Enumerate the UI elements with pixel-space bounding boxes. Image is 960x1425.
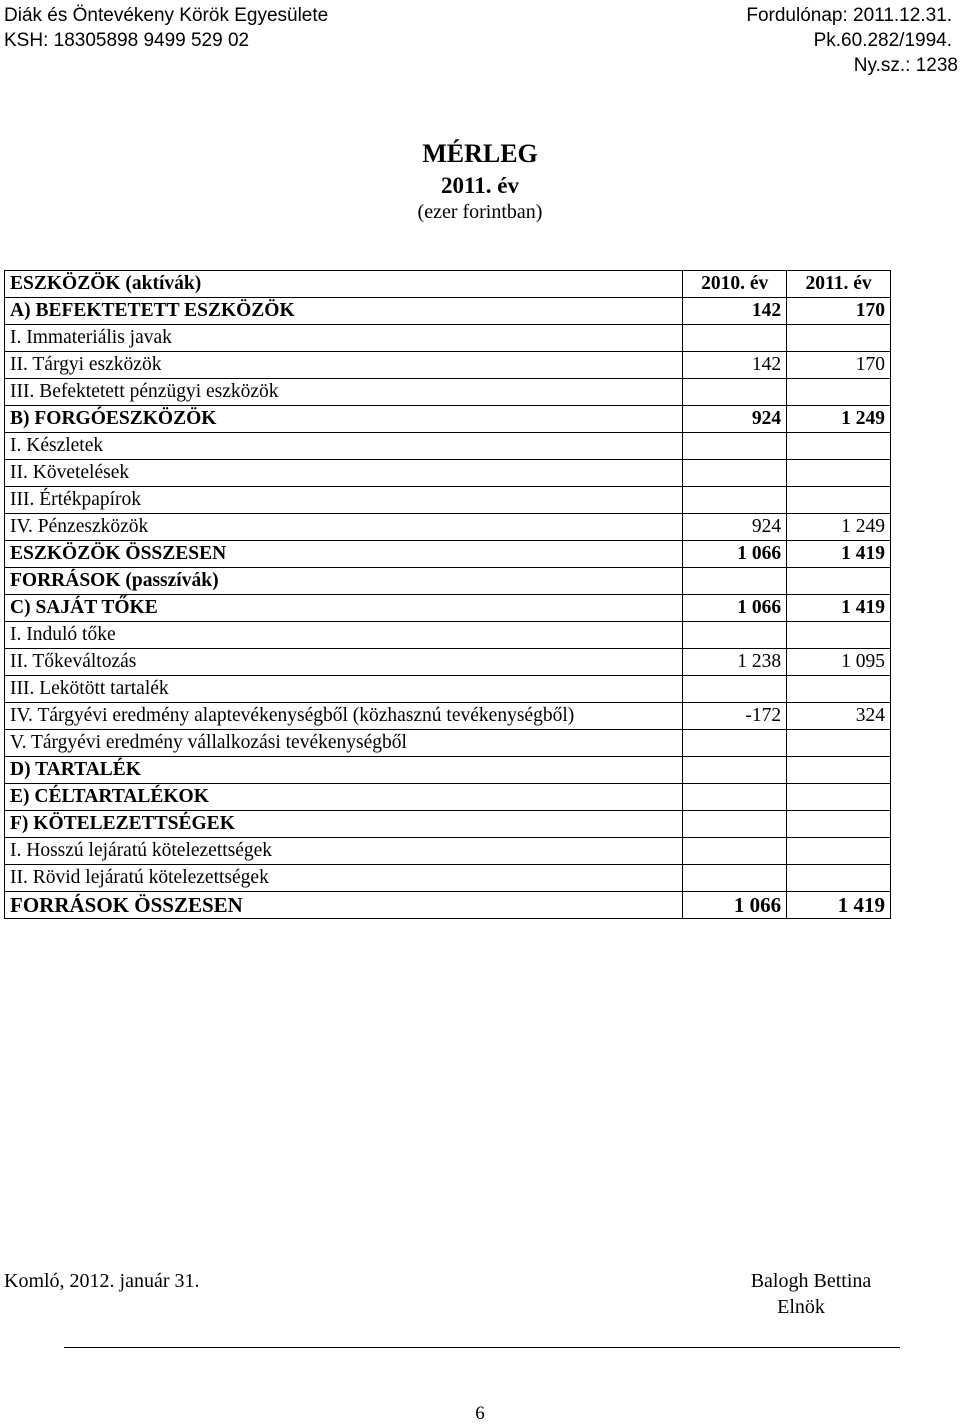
table-row [5,703,891,730]
row-label: IV. Pénzeszközök [5,514,683,541]
value-2010: -172 [683,703,787,730]
value-2010 [683,757,787,784]
value-2010 [683,460,787,487]
table-row [5,406,891,433]
balance-table [4,270,891,919]
table-row [5,541,891,568]
table-row [5,352,891,379]
row-label: III. Befektetett pénzügyi eszközök [5,379,683,406]
place-date: Komló, 2012. január 31. [4,1270,200,1292]
registration-number: Pk.60.282/1994. [813,30,952,51]
value-2011: 1 419 [787,541,891,568]
table-row [5,892,891,919]
table-row [5,622,891,649]
row-label: III. Lekötött tartalék [5,676,683,703]
table-row [5,865,891,892]
table-row [5,838,891,865]
value-2011 [787,622,891,649]
value-2010 [683,730,787,757]
value-2010 [683,784,787,811]
row-label: D) TARTALÉK [5,757,683,784]
org-name: Diák és Öntevékeny Körök Egyesülete [4,5,329,26]
value-2010: 1 238 [683,649,787,676]
nysz-number: Ny.sz.: 1238 [853,55,958,76]
row-label: E) CÉLTARTALÉKOK [5,784,683,811]
table-row [5,298,891,325]
row-label: III. Értékpapírok [5,487,683,514]
row-label: C) SAJÁT TŐKE [5,595,683,622]
value-2011 [787,730,891,757]
value-2010: 1 066 [683,892,787,919]
row-label: V. Tárgyévi eredmény vállalkozási tevékenységből [5,730,683,757]
table-row [5,568,891,595]
signer-role: Elnök [777,1296,825,1318]
value-2011: 170 [787,352,891,379]
value-2010 [683,568,787,595]
value-2011: 1 095 [787,649,891,676]
value-2010: 1 066 [683,541,787,568]
table-row [5,784,891,811]
value-2010: 2010. év [683,271,787,298]
value-2011: 1 419 [787,892,891,919]
table-row [5,325,891,352]
row-label: FORRÁSOK ÖSSZESEN [5,892,683,919]
row-label: II. Követelések [5,460,683,487]
title-unit: (ezer forintban) [417,201,543,223]
row-label: II. Tárgyi eszközök [5,352,683,379]
table-row [5,433,891,460]
value-2010 [683,838,787,865]
signature-line [64,1347,900,1348]
table-row [5,811,891,838]
signer-name: Balogh Bettina [750,1270,872,1292]
value-2011 [787,757,891,784]
table-row [5,676,891,703]
value-2011 [787,325,891,352]
value-2011 [787,838,891,865]
value-2011 [787,433,891,460]
row-label: ESZKÖZÖK (aktívák) [5,271,683,298]
table-row [5,460,891,487]
value-2010 [683,487,787,514]
value-2011: 170 [787,298,891,325]
value-2010 [683,379,787,406]
row-label: F) KÖTELEZETTSÉGEK [5,811,683,838]
value-2011 [787,784,891,811]
table-row [5,514,891,541]
table-row [5,595,891,622]
value-2011 [787,865,891,892]
value-2010: 924 [683,514,787,541]
value-2011 [787,460,891,487]
row-label: I. Induló tőke [5,622,683,649]
value-2011: 1 419 [787,595,891,622]
table-row [5,757,891,784]
row-label: I. Immateriális javak [5,325,683,352]
table-row [5,379,891,406]
value-2011: 2011. év [787,271,891,298]
row-label: FORRÁSOK (passzívák) [5,568,683,595]
row-label: B) FORGÓESZKÖZÖK [5,406,683,433]
value-2010: 924 [683,406,787,433]
value-2010 [683,622,787,649]
reference-date: Fordulónap: 2011.12.31. [746,5,952,26]
value-2011: 324 [787,703,891,730]
page-title: MÉRLEG [422,139,538,168]
row-label: II. Rövid lejáratú kötelezettségek [5,865,683,892]
value-2011 [787,676,891,703]
value-2010 [683,865,787,892]
row-label: ESZKÖZÖK ÖSSZESEN [5,541,683,568]
value-2010: 142 [683,298,787,325]
ksh-number: KSH: 18305898 9499 529 02 [4,30,250,51]
table-row [5,271,891,298]
value-2011 [787,487,891,514]
table-row [5,487,891,514]
table-row [5,649,891,676]
value-2010: 142 [683,352,787,379]
row-label: A) BEFEKTETETT ESZKÖZÖK [5,298,683,325]
value-2011 [787,379,891,406]
table-row [5,730,891,757]
row-label: I. Hosszú lejáratú kötelezettségek [5,838,683,865]
value-2010 [683,325,787,352]
value-2010 [683,676,787,703]
row-label: IV. Tárgyévi eredmény alaptevékenységből (közhasznú tevékenységből) [5,703,683,730]
value-2011 [787,568,891,595]
value-2010 [683,811,787,838]
value-2011: 1 249 [787,514,891,541]
title-year: 2011. év [441,173,519,198]
row-label: I. Készletek [5,433,683,460]
page-number: 6 [475,1403,485,1424]
value-2010 [683,433,787,460]
value-2011 [787,811,891,838]
row-label: II. Tőkeváltozás [5,649,683,676]
value-2011: 1 249 [787,406,891,433]
value-2010: 1 066 [683,595,787,622]
